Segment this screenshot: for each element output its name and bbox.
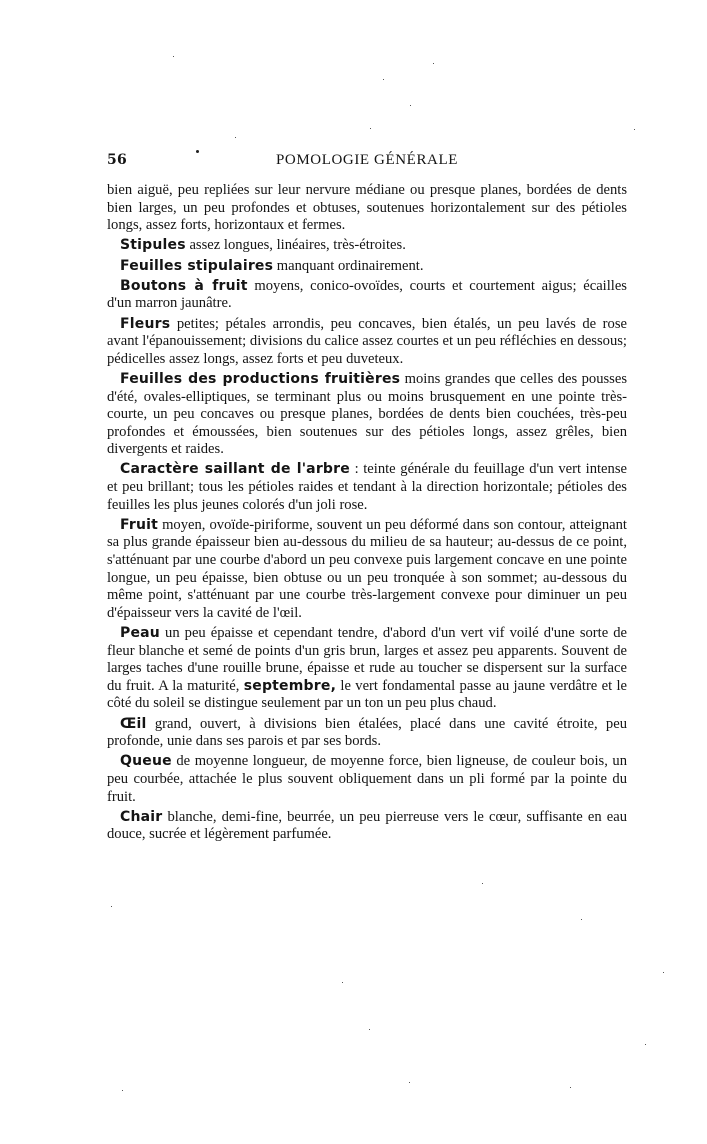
scan-speck [482, 883, 483, 884]
paragraph-text: bien aiguë, peu repliées sur leur nervure médiane ou presque planes, bordées de dents bien larges, un peu profondes et obtuses, soutenues horizontalement sur des pétioles longs, assez forts, horizontaux et fermes. [107, 182, 627, 234]
paragraph-fruit-buds [107, 278, 627, 313]
paragraph-term: Caractère saillant de l'arbre [120, 461, 350, 478]
paragraph-flesh [107, 809, 627, 844]
scan-speck [369, 1029, 370, 1030]
page-number: 56 [107, 152, 128, 168]
scan-speck [581, 919, 582, 920]
scan-speck [111, 906, 112, 907]
paragraph-term: Œil [120, 715, 147, 732]
paragraph-text: moins grandes que celles des pousses d'été, ovales-elliptiques, se terminant plus ou moins brusquement en une pointe très-courte, un peu concaves ou presque planes, bordées de dents bien couchées, très-peu profondes et émoussées, bien soutenues sur des pétioles longs, assez grêles, bien divergents et raides. [107, 370, 628, 458]
paragraph-eye [107, 716, 627, 751]
paragraph-stipules [107, 237, 627, 255]
paragraph-text: un peu épaisse et cependant tendre, d'abord d'un vert vif voilé d'une sorte de fleur blanche et semé de points d'un gris brun, larges et assez peu apparents. Souvent de larges taches d'une rouille brune, épaisse et rude au toucher se dispersent sur la surface du fruit. A la maturité, [107, 625, 627, 694]
scan-speck [433, 63, 434, 64]
paragraph-text: assez longues, linéaires, très-étroites. [185, 237, 406, 254]
paragraph-term: Feuilles stipulaires [120, 257, 274, 274]
scan-speck [122, 1090, 123, 1091]
scan-speck [370, 128, 371, 129]
scan-speck [235, 137, 236, 138]
scan-speck [645, 1044, 646, 1045]
scan-speck [410, 105, 411, 106]
paragraph-fruit [107, 517, 627, 623]
paragraph-leaf-continuation [107, 182, 627, 235]
paragraph-term: Fruit [120, 516, 159, 533]
paragraph-text: moyen, ovoïde-piriforme, souvent un peu déformé dans son contour, atteignant sa plus grande épaisseur bien au-dessous du milieu de sa hauteur; au-dessus de ce point, s'atténuant par une courbe d'abord un peu convexe puis largement concave en une pointe longue, un peu épaisse, bien obtuse ou un peu tronquée à son sommet; au-dessous du même point, s'atténuant par une courbe très-largement convexe pour diminuer un peu d'épaisseur vers la cavité de l'œil. [107, 516, 627, 621]
scan-speck [173, 56, 174, 57]
paragraph-text: le vert fondamental passe au jaune verdâtre et le côté du soleil se distingue seulement par un ton un peu plus chaud. [107, 677, 627, 712]
paragraph-text: manquant ordinairement. [273, 257, 424, 274]
paragraph-term: Feuilles des productions fruitières [120, 370, 401, 387]
paragraph-text: grand, ouvert, à divisions bien étalées, placé dans une cavité étroite, peu profonde, unie dans ses parois et par ses bords. [107, 715, 627, 750]
scan-speck [570, 1087, 571, 1088]
scan-speck [383, 79, 384, 80]
paragraph-text: petites; pétales arrondis, peu concaves, bien étalés, un peu lavés de rose avant l'épanouissement; divisions du calice assez courtes et un peu réfléchies en dessous; pédicelles assez longs, assez forts et peu duveteux. [107, 315, 627, 367]
scan-speck [409, 1082, 410, 1083]
maturity-term: septembre, [243, 677, 337, 694]
paragraph-tree-character [107, 461, 627, 514]
paragraph-term: Fleurs [120, 315, 171, 332]
paragraph-term: Peau [120, 625, 160, 641]
paragraph-skin [107, 625, 627, 713]
paragraph-text: blanche, demi-fine, beurrée, un peu pierreuse vers le cœur, suffisante en eau douce, sucrée et légèrement parfumée. [107, 808, 627, 843]
paragraph-stipular-leaves [107, 258, 627, 276]
scan-speck [342, 982, 343, 983]
paragraph-stalk [107, 753, 627, 806]
paragraph-term: Chair [120, 808, 163, 825]
paragraph-text: moyens, conico-ovoïdes, courts et courtement aigus; écailles d'un marron jaunâtre. [107, 277, 627, 312]
paragraph-text: : teinte générale du feuillage d'un vert intense et peu brillant; tous les pétioles raides et tendant à la direction horizontale; pétioles des feuilles les plus jeunes colorés d'un joli rose. [107, 461, 627, 513]
paragraph-term: Boutons à fruit [120, 277, 248, 294]
paragraph-term: Queue [120, 753, 172, 770]
running-title: POMOLOGIE GÉNÉRALE [275, 152, 459, 168]
scan-speck [634, 129, 635, 130]
paragraph-fruiting-leaves [107, 371, 627, 459]
scan-speck [663, 972, 664, 973]
paragraph-flowers [107, 316, 627, 369]
running-header [107, 150, 627, 172]
paragraph-term: Stipules [120, 237, 186, 254]
description-text [107, 182, 627, 844]
paragraph-text: de moyenne longueur, de moyenne force, bien ligneuse, de couleur bois, un peu courbée, attachée le plus souvent obliquement dans un pli formé par la pointe du fruit. [107, 753, 627, 805]
book-page [107, 150, 627, 847]
